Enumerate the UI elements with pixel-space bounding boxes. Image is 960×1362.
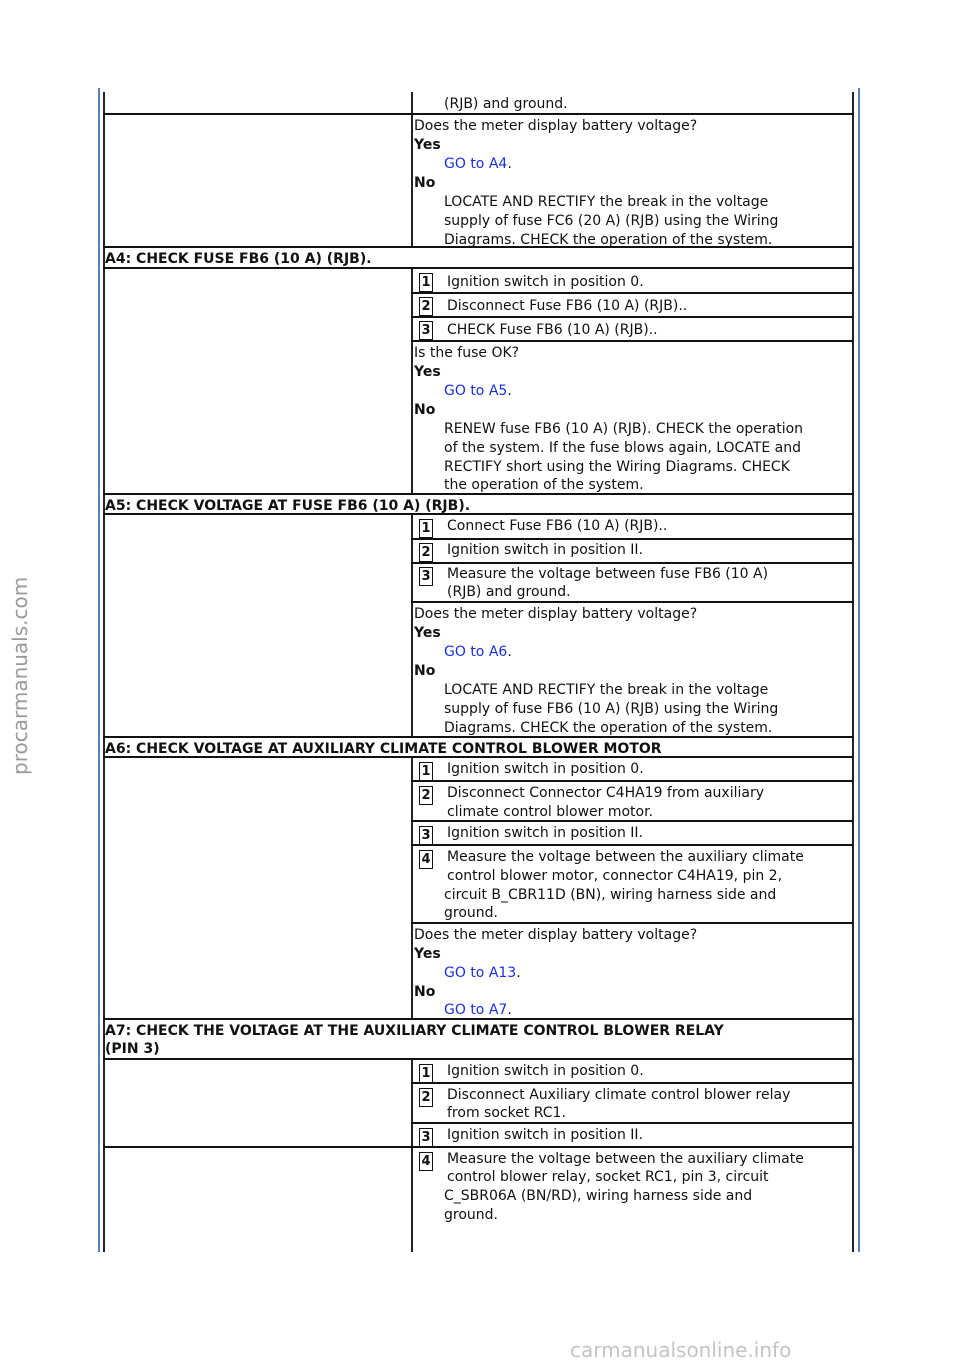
section-heading: (PIN 3) <box>105 1041 160 1057</box>
step-number: 2 <box>419 786 433 805</box>
go-to-link[interactable]: GO to A13. <box>444 965 521 981</box>
row-divider <box>411 340 854 342</box>
no-instruction: Diagrams. CHECK the operation of the system. <box>444 232 773 248</box>
no-label: No <box>414 175 436 191</box>
step-text: Ignition switch in position 0. <box>447 1063 644 1079</box>
step-number: 3 <box>419 567 433 586</box>
step-text: Ignition switch in position II. <box>447 542 644 558</box>
step-text: from socket RC1. <box>447 1105 566 1121</box>
column-divider <box>411 92 413 247</box>
yes-label: Yes <box>414 364 441 380</box>
yes-label: Yes <box>414 137 441 153</box>
row-divider <box>411 538 854 540</box>
step-number: 2 <box>419 543 433 562</box>
step-text: Ignition switch in position II. <box>447 825 644 841</box>
left-page-border <box>98 88 100 1252</box>
column-divider <box>411 514 413 737</box>
column-divider <box>411 757 413 1019</box>
step-text: Disconnect Fuse FB6 (10 A) (RJB).. <box>447 298 688 314</box>
step-text: Ignition switch in position 0. <box>447 274 644 290</box>
step-number: 3 <box>419 1128 433 1147</box>
no-instruction: supply of fuse FC6 (20 A) (RJB) using the Wiring <box>444 213 779 229</box>
step-text: ground. <box>444 1207 498 1223</box>
step-number: 4 <box>419 1152 433 1171</box>
step-number: 1 <box>419 273 433 292</box>
no-instruction: supply of fuse FB6 (10 A) (RJB) using the Wiring <box>444 701 779 717</box>
step-text: control blower motor, connector C4HA19, pin 2, <box>447 868 783 884</box>
yes-label: Yes <box>414 946 441 962</box>
question-text: Does the meter display battery voltage? <box>414 927 698 943</box>
row-divider <box>411 562 854 564</box>
no-instruction: the operation of the system. <box>444 477 644 493</box>
row-divider <box>411 844 854 846</box>
step-number: 3 <box>419 826 433 845</box>
step-text: ground. <box>444 905 498 921</box>
step-text: Ignition switch in position 0. <box>447 761 644 777</box>
section-heading: A7: CHECK THE VOLTAGE AT THE AUXILIARY CLIMATE CONTROL BLOWER RELAY <box>105 1023 724 1039</box>
step-text: Disconnect Connector C4HA19 from auxiliary <box>447 785 764 801</box>
side-watermark: procarmanuals.com <box>8 576 32 775</box>
row-divider <box>411 780 854 782</box>
step-number: 1 <box>419 762 433 781</box>
step-text: (RJB) and ground. <box>447 584 571 600</box>
question-text: Is the fuse OK? <box>414 345 520 361</box>
step-text: Ignition switch in position II. <box>447 1127 644 1143</box>
section-heading: A6: CHECK VOLTAGE AT AUXILIARY CLIMATE CONTROL BLOWER MOTOR <box>105 741 662 757</box>
no-label: No <box>414 663 436 679</box>
step-text: Connect Fuse FB6 (10 A) (RJB).. <box>447 518 668 534</box>
step-text: circuit B_CBR11D (BN), wiring harness side and <box>444 887 777 903</box>
row-divider <box>411 1082 854 1084</box>
step-text: C_SBR06A (BN/RD), wiring harness side and <box>444 1188 753 1204</box>
step-text: Measure the voltage between fuse FB6 (10 A) <box>447 566 769 582</box>
step-text: CHECK Fuse FB6 (10 A) (RJB).. <box>447 322 658 338</box>
footer-watermark: carmanualsonline.info <box>570 1338 792 1362</box>
go-to-link[interactable]: GO to A7. <box>444 1002 512 1018</box>
go-to-link[interactable]: GO to A6. <box>444 644 512 660</box>
row-divider <box>411 316 854 318</box>
no-instruction: RENEW fuse FB6 (10 A) (RJB). CHECK the operation <box>444 421 804 437</box>
yes-label: Yes <box>414 625 441 641</box>
no-instruction: of the system. If the fuse blows again, LOCATE and <box>444 440 801 456</box>
row-divider <box>103 1146 854 1148</box>
step-text: Measure the voltage between the auxiliary climate <box>447 849 804 865</box>
row-divider <box>103 1058 854 1060</box>
column-divider <box>411 1059 413 1252</box>
step-number: 1 <box>419 1064 433 1083</box>
no-label: No <box>414 984 436 1000</box>
step-number: 2 <box>419 1088 433 1107</box>
question-text: Does the meter display battery voltage? <box>414 118 698 134</box>
step-text: climate control blower motor. <box>447 804 654 820</box>
row-divider <box>411 292 854 294</box>
step-text: control blower relay, socket RC1, pin 3, circuit <box>447 1169 769 1185</box>
step-text: Measure the voltage between the auxiliary climate <box>447 1151 804 1167</box>
no-instruction: LOCATE AND RECTIFY the break in the voltage <box>444 194 769 210</box>
step-number: 4 <box>419 850 433 869</box>
no-instruction: RECTIFY short using the Wiring Diagrams. CHECK <box>444 459 790 475</box>
go-to-link[interactable]: GO to A4. <box>444 156 512 172</box>
table-right-edge <box>852 92 854 1252</box>
step-number: 3 <box>419 321 433 340</box>
continued-text: (RJB) and ground. <box>444 96 568 112</box>
right-page-border <box>858 88 860 1252</box>
column-divider <box>411 268 413 494</box>
step-text: Disconnect Auxiliary climate control blower relay <box>447 1087 791 1103</box>
step-number: 2 <box>419 297 433 316</box>
section-heading: A5: CHECK VOLTAGE AT FUSE FB6 (10 A) (RJB). <box>105 498 471 514</box>
step-number: 1 <box>419 519 433 538</box>
section-heading: A4: CHECK FUSE FB6 (10 A) (RJB). <box>105 251 372 267</box>
go-to-link[interactable]: GO to A5. <box>444 383 512 399</box>
question-text: Does the meter display battery voltage? <box>414 606 698 622</box>
no-instruction: Diagrams. CHECK the operation of the system. <box>444 720 773 736</box>
no-label: No <box>414 402 436 418</box>
no-instruction: LOCATE AND RECTIFY the break in the voltage <box>444 682 769 698</box>
